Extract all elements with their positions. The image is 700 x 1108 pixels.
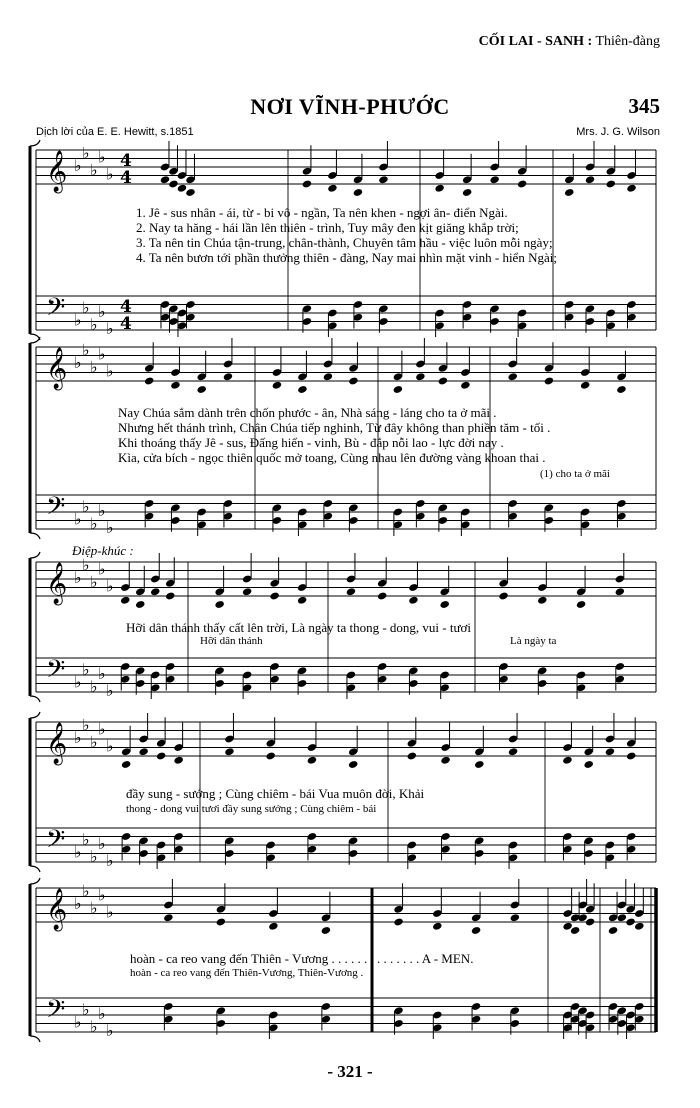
refrain-lyric-1: Hỡi dân thánh thấy cất lên trời, Là ngày ta thong - dong, vui - tươi	[126, 620, 472, 635]
svg-text:♭: ♭	[74, 310, 82, 330]
svg-text:𝄢: 𝄢	[46, 825, 66, 860]
svg-text:♭: ♭	[82, 659, 90, 679]
svg-text:♭: ♭	[82, 297, 90, 317]
svg-text:♭: ♭	[90, 676, 98, 696]
svg-text:𝄢: 𝄢	[46, 655, 66, 690]
svg-text:♭: ♭	[90, 898, 98, 918]
refrain-label: Điệp-khúc :	[72, 543, 134, 558]
svg-text:♭: ♭	[106, 361, 114, 381]
svg-text:♭: ♭	[90, 160, 98, 180]
svg-text:𝄢: 𝄢	[46, 995, 66, 1030]
svg-text:♭: ♭	[74, 1012, 82, 1032]
verse-3-line-1: 3. Ta nên tin Chúa tận-trung, chân-thành, Chuyên tâm hầu - việc luôn mỗi ngày;	[136, 235, 553, 250]
subcategory-label: Thiên-đàng	[595, 34, 660, 49]
verse-1-line-2: Nay Chúa sắm dành trên chốn phước - ân, Nhà sáng - láng cho ta ở mãi .	[118, 405, 497, 420]
svg-text:♭: ♭	[74, 894, 82, 913]
svg-text:♭: ♭	[90, 572, 98, 592]
page-number: - 321 -	[327, 1062, 373, 1081]
svg-text:♭: ♭	[90, 846, 98, 866]
svg-text:♭: ♭	[82, 881, 90, 901]
svg-text:♭: ♭	[106, 576, 114, 596]
svg-text:♭: ♭	[90, 357, 98, 377]
svg-text:♭: ♭	[106, 319, 114, 338]
svg-text:𝄞: 𝄞	[46, 151, 68, 192]
svg-text:4: 4	[120, 314, 132, 334]
svg-text:♭: ♭	[106, 736, 114, 756]
svg-text:♭: ♭	[106, 851, 114, 870]
verse-2-line-2: Nhưng hết thánh trình, Chân Chúa tiếp nghinh, Từ đây không than phiền tăm - tối .	[118, 420, 551, 435]
svg-text:♭: ♭	[98, 834, 106, 853]
verse-4-line-2: Kìa, cửa bích - ngọc thiên quốc mở toang, Cùng nhau lên đường vàng khoan thai .	[118, 450, 546, 465]
svg-text:♭: ♭	[90, 314, 98, 334]
svg-text:♭: ♭	[74, 842, 82, 862]
svg-text:♭: ♭	[74, 728, 82, 747]
hymn-number: 345	[628, 94, 660, 118]
svg-text:♭: ♭	[74, 672, 82, 692]
svg-text:♭: ♭	[82, 496, 90, 516]
svg-text:♭: ♭	[74, 353, 82, 372]
svg-text:♭: ♭	[106, 164, 114, 184]
svg-text:𝄢: 𝄢	[46, 492, 66, 527]
svg-text:♭: ♭	[90, 1016, 98, 1036]
svg-text:♭: ♭	[106, 1021, 114, 1040]
svg-text:♭: ♭	[82, 829, 90, 849]
composer-credit: Mrs. J. G. Wilson	[576, 126, 660, 138]
svg-text:♭: ♭	[106, 518, 114, 537]
svg-text:𝄞: 𝄞	[46, 348, 68, 389]
svg-text:♭: ♭	[98, 664, 106, 683]
svg-text:♭: ♭	[98, 147, 106, 167]
svg-text:♭: ♭	[98, 885, 106, 905]
svg-text:♭: ♭	[82, 143, 90, 163]
svg-text:♭: ♭	[82, 715, 90, 735]
svg-text:♭: ♭	[98, 302, 106, 321]
verse-1-line-1: 1. Jê - sus nhân - ái, từ - bi vô - ngần, Ta nên khen - ngợi ân- điển Ngài.	[136, 205, 508, 220]
verse-4-line-1: 4. Ta nên bươn tới phần thưởng thiên - đàng, Nay mai nhìn mặt vinh - hiển Ngài;	[136, 250, 557, 265]
svg-text:♭: ♭	[106, 902, 114, 922]
svg-text:𝄞: 𝄞	[46, 889, 68, 930]
svg-text:♭: ♭	[82, 555, 90, 575]
hymn-title: NƠI VĨNH-PHƯỚC	[250, 94, 450, 119]
verse-2-line-1: 2. Nay ta hăng - hái lần lên thiên - trình, Tuy mây đen kịt giăng khắp trời;	[136, 220, 519, 235]
svg-text:♭: ♭	[90, 513, 98, 533]
svg-text:4: 4	[120, 297, 132, 317]
svg-text:4: 4	[120, 151, 132, 171]
svg-text:♭: ♭	[82, 999, 90, 1019]
refrain-lower-1a: Hỡi dân thánh	[200, 635, 263, 647]
refrain-lyric-2: đầy sung - sướng ; Cùng chiêm - bái Vua muôn đời, Khải	[126, 786, 425, 801]
svg-text:𝄢: 𝄢	[46, 293, 66, 328]
footnote-lyric: (1) cho ta ở mãi	[540, 468, 610, 480]
refrain-lower-1b: Là ngày ta	[510, 635, 557, 647]
svg-text:𝄞: 𝄞	[46, 723, 68, 764]
refrain-lower-3: hoàn - ca reo vang đến Thiên-Vương, Thiên-Vương .	[130, 967, 364, 979]
svg-text:♭: ♭	[82, 340, 90, 360]
category-label: CỐI LAI - SANH :	[478, 34, 593, 49]
svg-text:4: 4	[120, 168, 132, 188]
refrain-lower-2: thong - dong vui tươi đầy sung sướng ; Cùng chiêm - bái	[126, 803, 377, 815]
svg-text:♭: ♭	[98, 344, 106, 364]
verse-3-line-2: Khi thoáng thấy Jê - sus, Đấng hiển - vinh, Bù - đắp nỗi lao - lực đời nay .	[118, 435, 504, 450]
svg-text:♭: ♭	[74, 509, 82, 529]
svg-text:♭: ♭	[98, 559, 106, 579]
refrain-lyric-3: hoàn - ca reo vang đến Thiên - Vương . . . . . . . . . . . . . . A - MEN.	[130, 951, 474, 966]
translator-credit: Dịch lời của E. E. Hewitt, s.1851	[36, 126, 194, 138]
svg-text:♭: ♭	[98, 1004, 106, 1023]
svg-text:♭: ♭	[98, 501, 106, 520]
svg-text:♭: ♭	[90, 732, 98, 752]
svg-text:♭: ♭	[74, 156, 82, 175]
svg-text:♭: ♭	[74, 568, 82, 587]
svg-text:♭: ♭	[106, 681, 114, 700]
svg-text:𝄞: 𝄞	[46, 563, 68, 604]
svg-text:♭: ♭	[98, 719, 106, 739]
